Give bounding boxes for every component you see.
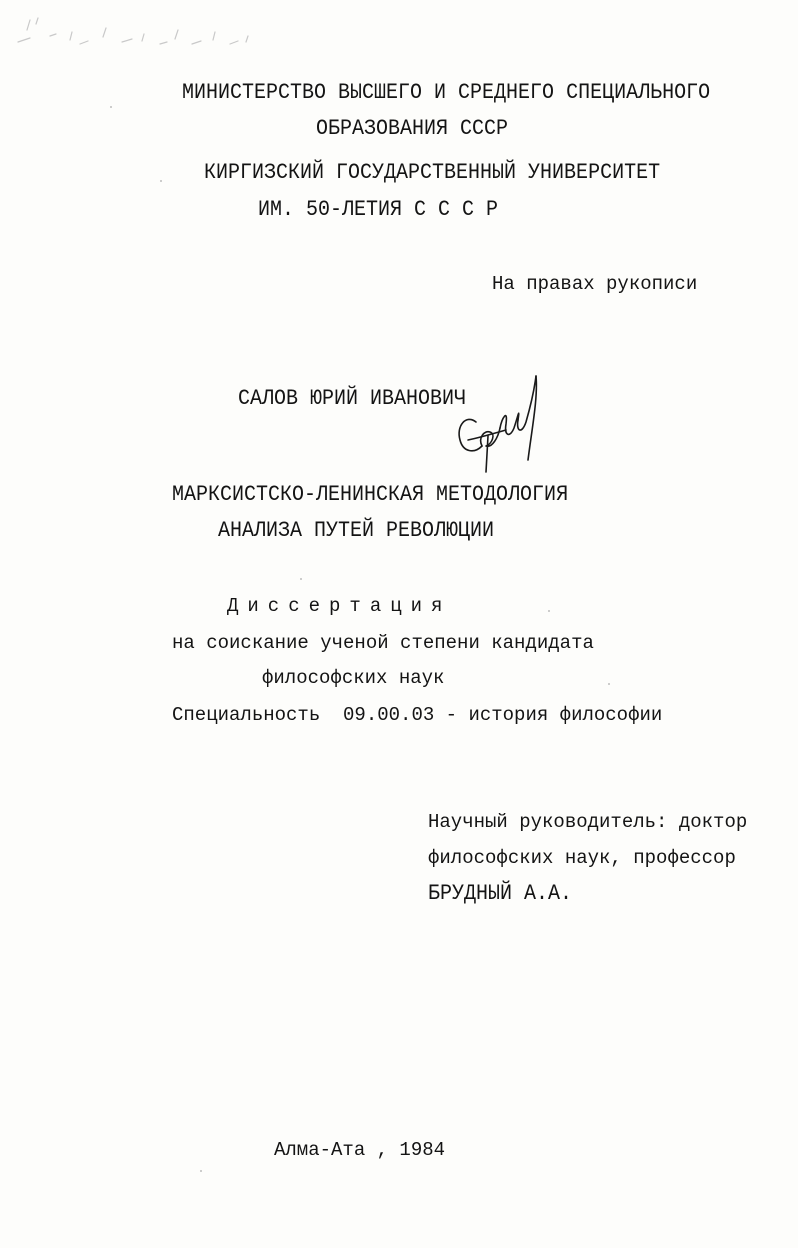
ministry-line-1: МИНИСТЕРСТВО ВЫСШЕГО И СРЕДНЕГО СПЕЦИАЛЬНОГО: [182, 80, 711, 106]
place-and-year: Алма-Ата , 1984: [274, 1139, 446, 1161]
supervisor-line-2: философских наук, профессор: [428, 847, 736, 869]
supervisor-line-1: Научный руководитель: доктор: [428, 811, 748, 833]
scan-speck: [300, 578, 302, 580]
scan-speck: [548, 610, 550, 612]
ministry-line-2: ОБРАЗОВАНИЯ СССР: [316, 116, 509, 142]
signature-icon: [448, 368, 548, 478]
degree-line-1: на соискание ученой степени кандидата: [172, 632, 594, 654]
author-name: САЛОВ ЮРИЙ ИВАНОВИЧ: [238, 386, 467, 412]
university-line-2: ИМ. 50-ЛЕТИЯ С С С Р: [258, 197, 499, 223]
university-line-1: КИРГИЗСКИЙ ГОСУДАРСТВЕННЫЙ УНИВЕРСИТЕТ: [204, 160, 661, 186]
degree-line-2: философских наук: [262, 667, 445, 689]
dissertation-heading: Диссертация: [227, 595, 452, 617]
dissertation-title-line-2: АНАЛИЗА ПУТЕЙ РЕВОЛЮЦИИ: [218, 518, 495, 544]
scan-speck: [160, 180, 162, 182]
scan-speck: [200, 1170, 202, 1172]
specialty-line: Специальность 09.00.03 - история философии: [172, 704, 663, 726]
scan-speck: [110, 106, 112, 108]
supervisor-name: БРУДНЫЙ А.А.: [428, 881, 573, 907]
scan-noise-marks: [10, 14, 260, 54]
manuscript-rights-note: На правах рукописи: [492, 273, 698, 295]
dissertation-title-line-1: МАРКСИСТСКО-ЛЕНИНСКАЯ МЕТОДОЛОГИЯ: [172, 482, 569, 508]
scan-speck: [608, 683, 610, 685]
